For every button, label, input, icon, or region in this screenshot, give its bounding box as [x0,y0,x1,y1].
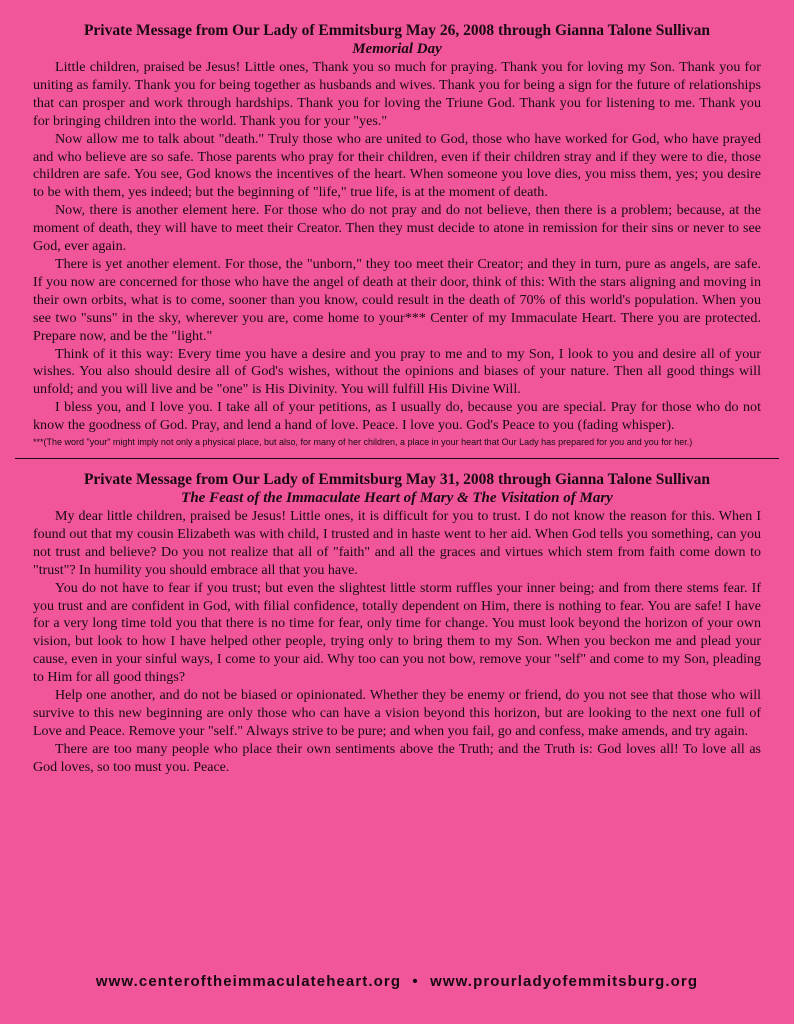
message-paragraph: Help one another, and do not be biased or opinionated. Whether they be enemy or friend, do you not see that those who will survive to this new beginning are only those who can have a vision beyond this horizon, but are looking to the next one full of Love and Peace. Remove your "self." Always strive to be pure; and when you fail, go and confess, make amends, and try again. [33,688,761,739]
message-title: Private Message from Our Lady of Emmitsburg May 26, 2008 through Gianna Talone Sullivan [83,22,711,39]
message-title: Private Message from Our Lady of Emmitsburg May 31, 2008 through Gianna Talone Sullivan [83,471,711,489]
section-divider [15,458,779,459]
message-paragraph: My dear little children, praised be Jesus! Little ones, it is difficult for you to trust. I do not know the reason for this. When I found out that my cousin Elizabeth was with child, I trusted and in haste went to her aid. When God tells you something, can you not trust and believe? Do you not realize that all of "faith" and all the graces and virtues which stem from faith come down to "trust"? In humility you should embrace all that you have. [33,509,761,578]
message-paragraph: Little children, praised be Jesus! Little ones, Thank you so much for praying. Thank you for loving my Son. Thank you for uniting as family. Thank you for being together as husbands and wives. Thank you for being a sign for the future of relationships that can prosper and work through hardships. Thank you for loving the Triune God. Thank you for listening to me. Thank you for bringing children into the world. Thank you for your "yes." [33,59,761,129]
message-paragraph: I bless you, and I love you. I take all of your petitions, as I usually do, because you are special. Pray for those who do not know the goodness of God. Pray, and lend a hand of love. Peace. I love you. God's Peace to you (fading whisper). [33,399,761,434]
message-paragraph: You do not have to fear if you trust; but even the slightest little storm ruffles your inner being; and from there stems fear. If you trust and are confident in God, with filial confidence, totally dependent on Him, there is nothing to fear. You are safe! I have for a very long time told you that there is no time for fear, only time for change. You must look beyond the horizon of your own vision, but look to how I have helped other people, trying only to bring them to my Son. When you beckon me and plead your cause, even in your sinful ways, I come to your aid. Why too can you not bow, remove your "self" and come to my Son, pleading to Him for all good things? [33,580,761,686]
footer-separator: • [412,973,419,990]
message-paragraph: Now, there is another element here. For those who do not pray and do not believe, then there is a problem; because, at the moment of death, they will have to meet their Creator. Then they must decide to atone in remission for their sins or never to see God, ever again. [33,202,761,255]
footer-websites [0,973,794,990]
website-link[interactable]: www.prourladyofemmitsburg.org [430,973,699,990]
message-may-26 [33,22,761,448]
message-paragraph: There are too many people who place their own sentiments above the Truth; and the Truth is: God loves all! To love all as God loves, so too must you. Peace. [33,741,761,775]
message-paragraph: Now allow me to talk about "death." Truly those who are united to God, those who have worked for God, who have prayed and who believe are so safe. Those parents who pray for their children, even if their children stray and if they were to die, those children are safe. You see, God knows the incentives of the heart. When someone you love dies, you miss them, yes; you desire to be with them, yes indeed; but the beginning of "life," true life, is at the moment of death. [33,130,761,201]
message-paragraph: There is yet another element. For those, the "unborn," they too meet their Creator; and they in turn, pure as angels, are safe. If you now are concerned for those who have the angel of death at their door, think of this: With the stars aligning and moving in their own orbits, what is to come, sooner than you know, could result in the death of 70% of this world's population. When you see two "suns" in the sky, wherever you are, come home to your*** Center of my Immaculate Heart. There you are protected. Prepare now, and be the "light." [33,255,761,344]
message-subtitle: The Feast of the Immaculate Heart of Mary & The Visitation of Mary [181,490,613,507]
message-may-31 [33,471,761,777]
message-paragraph: Think of it this way: Every time you have a desire and you pray to me and to my Son, I look to you and desire all of your wishes. You also should desire all of God's wishes, without the opinions and biases of your nature. Then all good things will unfold; and you will live and be "one" is His Divinity. You will fulfill His Divine Will. [33,345,761,398]
message-subtitle: Memorial Day [352,41,442,57]
website-link[interactable]: www.centeroftheimmaculateheart.org [95,973,402,990]
footnote: ***(The word "your" might imply not only a physical place, but also, for many of her children, a place in your heart that Our Lady has prepared for you and you for her.) [33,437,693,448]
